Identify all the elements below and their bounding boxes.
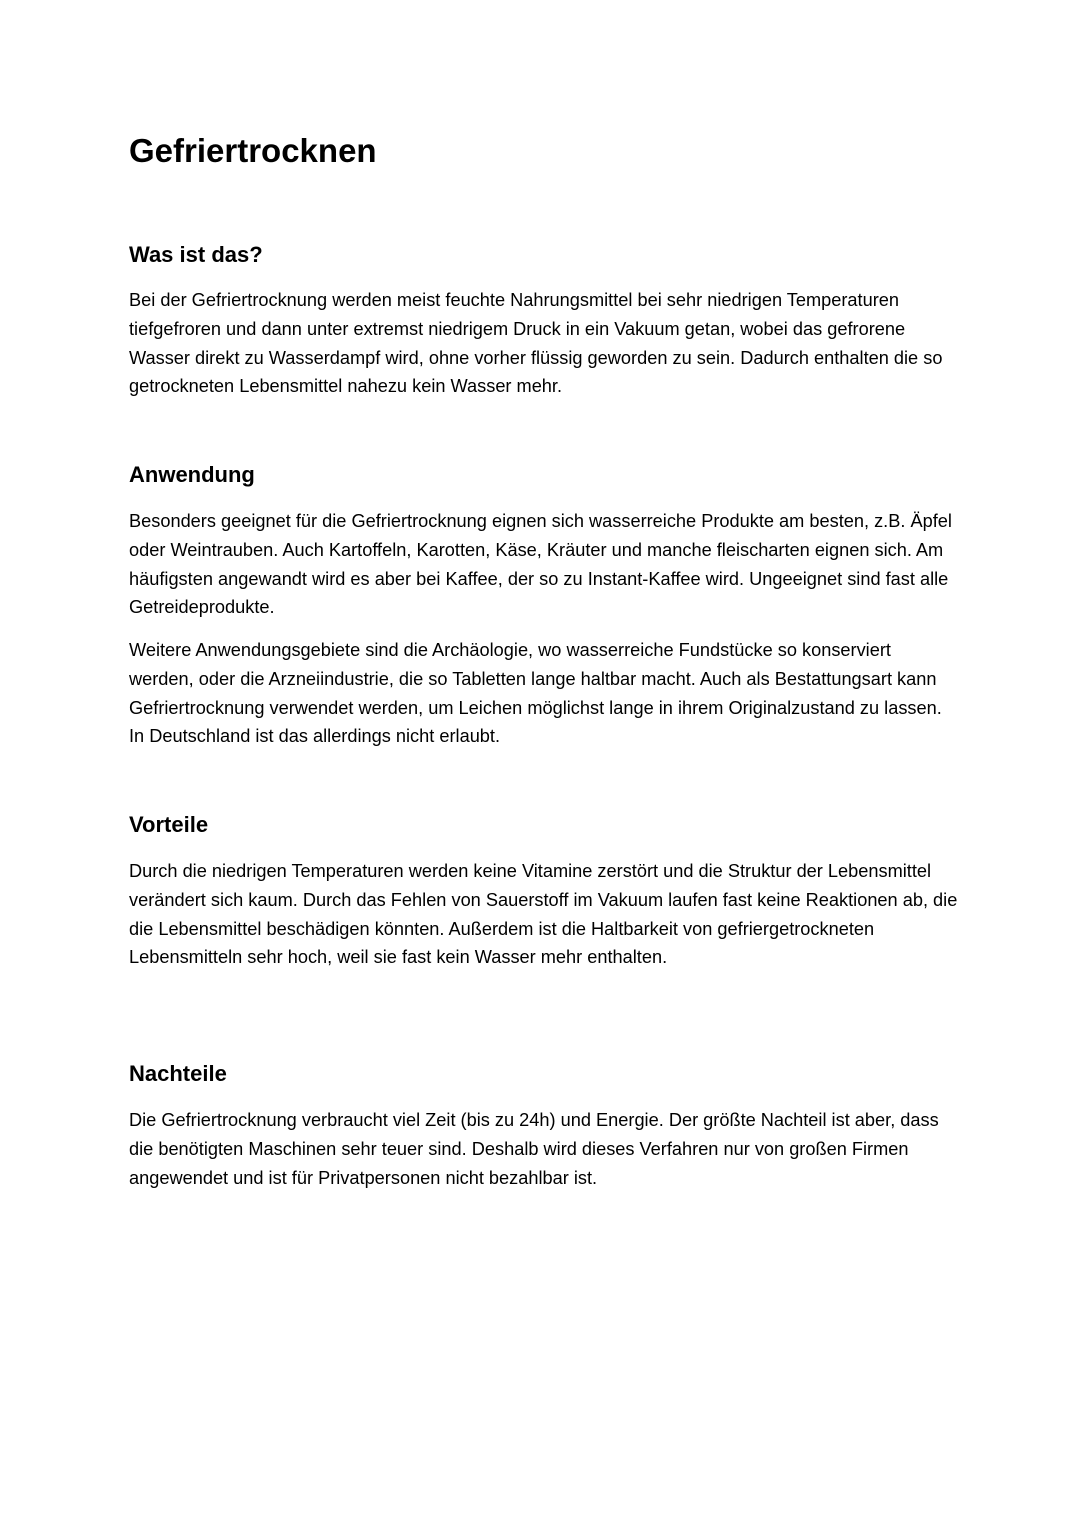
- document-title: Gefriertrocknen: [129, 132, 377, 169]
- section-heading-was-ist-das: Was ist das?: [129, 242, 263, 267]
- section-paragraph-anwendung-1: Besonders geeignet für die Gefriertrocknung eignen sich wasserreiche Produkte am besten, z.B. Äpfel oder Weintrauben. Auch Kartoffeln, Karotten, Käse, Kräuter und manche fleischarten eignen sich. Am häufigsten angewandt wird es aber bei Kaffee, der so zu Instant-Kaffee wird. Ungeeignet sind fast alle Getreideprodukte.: [129, 511, 952, 618]
- section-paragraph-anwendung-2: Weitere Anwendungsgebiete sind die Archäologie, wo wasserreiche Fundstücke so konserviert werden, oder die Arzneiindustrie, die so Tabletten lange haltbar macht. Auch als Bestattungsart kann Gefriertrocknung verwendet werden, um Leichen möglichst lange in ihrem Originalzustand zu lassen. In Deutschland ist das allerdings nicht erlaubt.: [129, 640, 942, 747]
- section-paragraph-was-ist-das: Bei der Gefriertrocknung werden meist feuchte Nahrungsmittel bei sehr niedrigen Temperaturen tiefgefroren und dann unter extremst niedrigem Druck in ein Vakuum getan, wobei das gefrorene Wasser direkt zu Wasserdampf wird, ohne vorher flüssig geworden zu sein. Dadurch enthalten die so getrockneten Lebensmittel nahezu kein Wasser mehr.: [129, 290, 943, 397]
- section-paragraph-nachteile: Die Gefriertrocknung verbraucht viel Zeit (bis zu 24h) und Energie. Der größte Nachteil ist aber, dass die benötigten Maschinen sehr teuer sind. Deshalb wird dieses Verfahren nur von großen Firmen angewendet und ist für Privatpersonen nicht bezahlbar ist.: [129, 1110, 939, 1188]
- section-heading-nachteile: Nachteile: [129, 1061, 227, 1086]
- section-heading-anwendung: Anwendung: [129, 462, 255, 487]
- section-heading-vorteile: Vorteile: [129, 812, 209, 837]
- section-paragraph-vorteile: Durch die niedrigen Temperaturen werden keine Vitamine zerstört und die Struktur der Lebensmittel verändert sich kaum. Durch das Fehlen von Sauerstoff im Vakuum laufen fast keine Reaktionen ab, die die Lebensmittel beschädigen könnten. Außerdem ist die Haltbarkeit von gefriergetrockneten Lebensmitteln sehr hoch, weil sie fast kein Wasser mehr enthalten.: [129, 861, 958, 968]
